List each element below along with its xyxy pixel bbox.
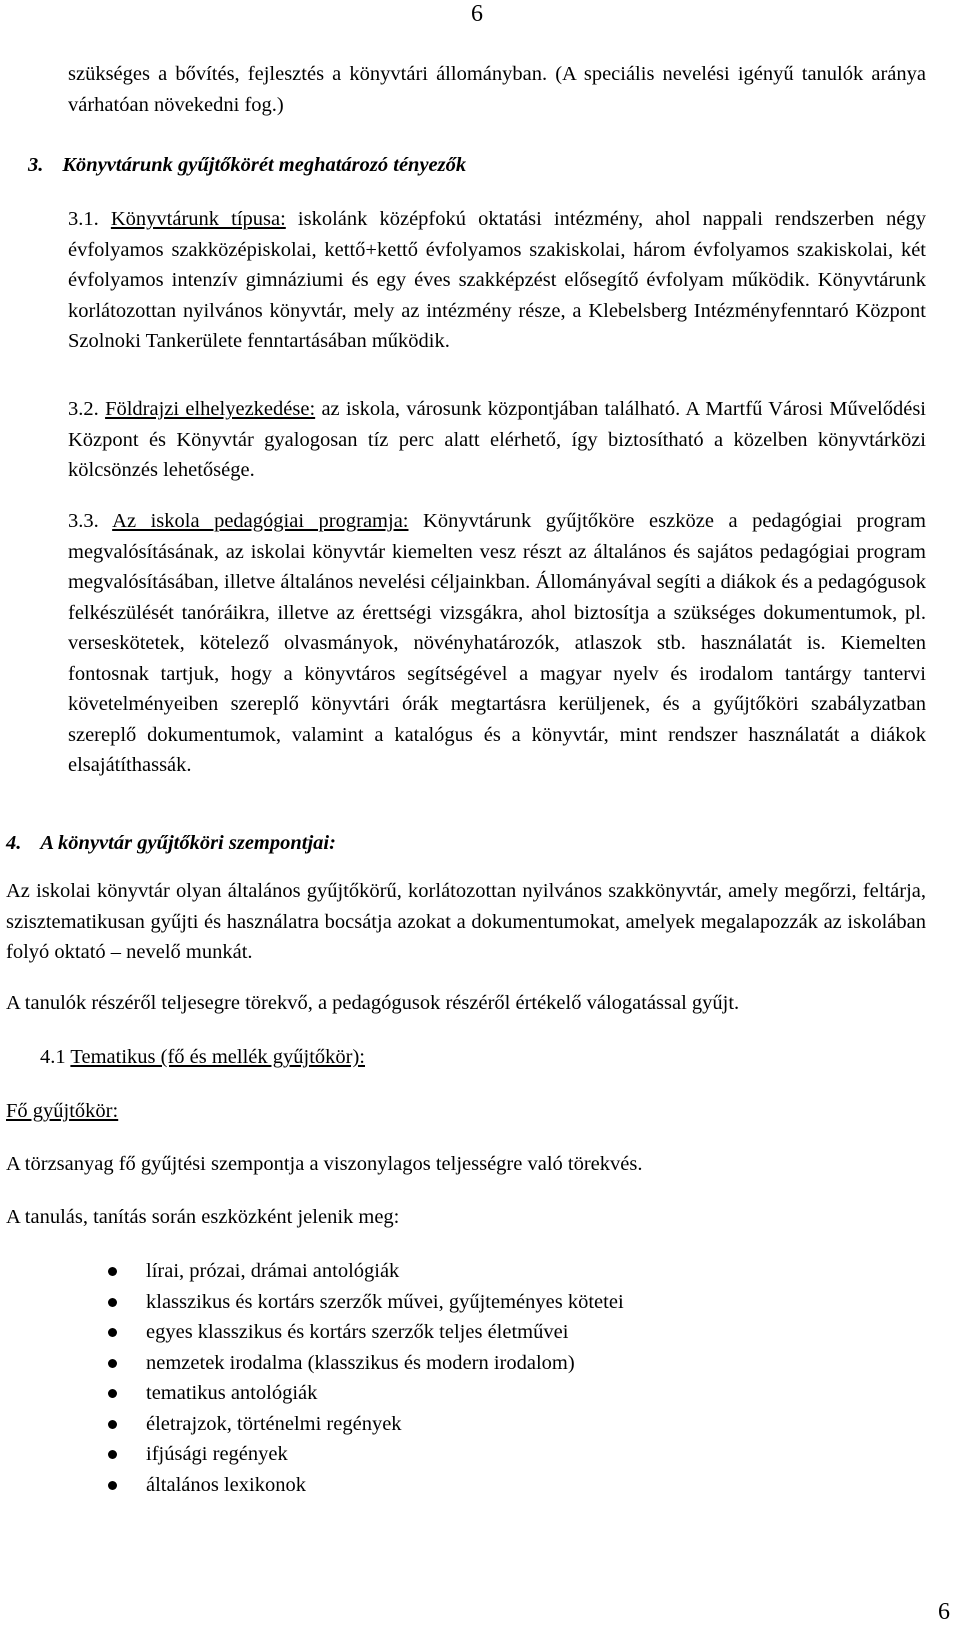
paragraph-3-3-text: Könyvtárunk gyűjtőköre eszköze a pedagógiai program megvalósításának, az iskolai könyvtár kiemelten vesz részt az általános és sajátos pedagógiai program megvalósításában, illetve általános nevelési céljainkban. Állományával segíti a diákok és a pedagógusok felkészülését tanóráikra, illetve az érettségi vizsgákra, ahol biztosítja a szükséges dokumentumok, pl. verseskötetek, kötelező olvasmányok, növényhatározók, atlaszok stb. használatát is. Kiemelten fontosnak tartjuk, hogy a könyvtáros segítségével a magyar nyelv és irodalom tantárgy tantervi követelményeiben szereplő könyvtári órák megtartásra kerüljenek, és a gyűjtőköri szabályzatban szereplő dokumentumok, valamint a katalógus és a könyvtár, mint rendszer használatát a diákok elsajátíthassák. bbox=[68, 510, 926, 776]
list-item: klasszikus és kortárs szerzők művei, gyűjteményes kötetei bbox=[108, 1287, 908, 1318]
section-3-number: 3. bbox=[28, 154, 44, 176]
intro-paragraph: szükséges a bővítés, fejlesztés a könyvtári állományban. (A speciális nevelési igényű tanulók aránya várhatóan növekedni fog.) bbox=[68, 63, 926, 116]
paragraph-3-1-heading: Könyvtárunk típusa: bbox=[110, 208, 286, 230]
subsection-4-1-title: Tematikus (fő és mellék gyűjtőkör): bbox=[70, 1046, 365, 1068]
section-4-number: 4. bbox=[6, 832, 22, 854]
paragraph-3-2-heading: Földrajzi elhelyezkedése: bbox=[105, 398, 316, 420]
list-item: ifjúsági regények bbox=[108, 1439, 908, 1470]
paragraph-3-1 bbox=[68, 204, 926, 357]
subsection-4-1-heading bbox=[40, 1042, 920, 1073]
paragraph-3-3-heading: Az iskola pedagógiai programja: bbox=[112, 510, 409, 532]
bullet-icon bbox=[108, 1267, 117, 1276]
section-4-title: A könyvtár gyűjtőköri szempontjai: bbox=[40, 832, 336, 854]
paragraph-3-2 bbox=[68, 394, 926, 486]
list-item: tematikus antológiák bbox=[108, 1378, 908, 1409]
bullet-icon bbox=[108, 1420, 117, 1429]
subsection-4-1-number: 4.1 bbox=[40, 1046, 66, 1068]
bullet-icon bbox=[108, 1389, 117, 1398]
bullet-icon bbox=[108, 1450, 117, 1459]
page-number-top: 6 bbox=[471, 1, 483, 27]
section-3-title: Könyvtárunk gyűjtőkörét meghatározó tényezők bbox=[62, 154, 467, 176]
bullet-icon bbox=[108, 1328, 117, 1337]
paragraph-3-1-number: 3.1. bbox=[68, 208, 99, 230]
bullet-icon bbox=[108, 1298, 117, 1307]
list-item: lírai, prózai, drámai antológiák bbox=[108, 1256, 908, 1287]
paragraph-3-2-text: az iskola, városunk központjában található. A Martfű Városi Művelődési Központ és Könyvtár gyalogosan tíz perc alatt elérhető, így biztosítható a közelben könyvtárközi kölcsönzés lehetősége. bbox=[68, 398, 927, 481]
paragraph-3-3-number: 3.3. bbox=[68, 510, 99, 532]
list-item: egyes klasszikus és kortárs szerzők teljes életművei bbox=[108, 1317, 908, 1348]
bullet-icon bbox=[108, 1359, 117, 1368]
main-collection-heading: Fő gyűjtőkör: bbox=[6, 1100, 119, 1122]
list-item: nemzetek irodalma (klasszikus és modern irodalom) bbox=[108, 1348, 908, 1379]
section-4-paragraph-2: A tanulók részéről teljesegre törekvő, a pedagógusok részéről értékelő válogatással gyűjt. bbox=[6, 992, 740, 1014]
section-4-paragraph-3: A törzsanyag fő gyűjtési szempontja a viszonylagos teljességre való törekvés. bbox=[6, 1153, 643, 1175]
collection-bullet-list bbox=[108, 1256, 908, 1500]
paragraph-3-2-number: 3.2. bbox=[68, 398, 99, 420]
section-3-heading bbox=[28, 150, 928, 181]
section-4-heading bbox=[6, 828, 926, 859]
section-4-paragraph-4: A tanulás, tanítás során eszközként jelenik meg: bbox=[6, 1206, 400, 1228]
list-item: életrajzok, történelmi regények bbox=[108, 1409, 908, 1440]
list-item: általános lexikonok bbox=[108, 1470, 908, 1501]
page-number-bottom: 6 bbox=[938, 1599, 950, 1625]
paragraph-3-1-text: iskolánk középfokú oktatási intézmény, ahol nappali rendszerben négy évfolyamos szakközépiskolai, kettő+kettő évfolyamos szakiskolai, három évfolyamos szakiskolai, két évfolyamos intenzív gimnáziumi és egy éves szakképzést elősegítő évfolyam működik. Könyvtárunk korlátozottan nyilvános könyvtár, mely az intézmény része, a Klebelsberg Intézményfenntaró Központ Szolnoki Tankerülete fenntartásában működik. bbox=[68, 208, 927, 352]
section-4-paragraph-1: Az iskolai könyvtár olyan általános gyűjtőkörű, korlátozottan nyilvános szakkönyvtár, amely megőrzi, feltárja, szisztematikusan gyűjti és használatra bocsátja azokat a dokumentumokat, amelyek megalapozzák az iskolában folyó oktató – nevelő munkát. bbox=[6, 880, 926, 963]
bullet-icon bbox=[108, 1481, 117, 1490]
paragraph-3-3 bbox=[68, 506, 926, 781]
